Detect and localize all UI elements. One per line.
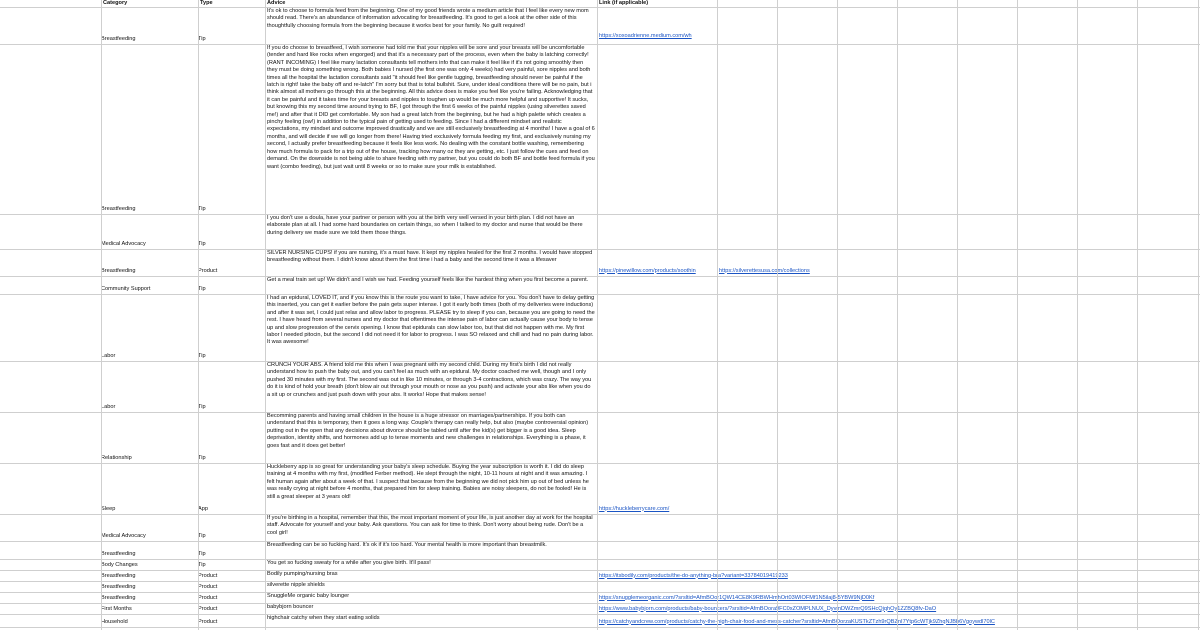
table-row bbox=[0, 215, 1200, 250]
category-cell[interactable]: Breastfeeding bbox=[101, 572, 136, 579]
category-cell[interactable]: Labor bbox=[101, 352, 116, 359]
advice-cell[interactable]: babybjorn bouncer bbox=[267, 604, 314, 610]
advice-cell[interactable]: Huckleberry app is so great for understanding your baby's sleep schedule. Buying the year subscription is worth it. I did do sleep training at 4 months with my first, (modified Ferber method). He slept through the night, 10-11 hours at night and it was amazing. I felt human again after about a week of that. I suspect that because from the beginning we did not pick him up out of bed unless he was really crying at night before 4 months, that prepared him for sleep training. Babies are noisy sleepers, do not be fooled! He is still a great sleeper at 3 years old! bbox=[267, 464, 589, 500]
advice-cell[interactable]: SILVER NURSING CUPS! if you are nursing, it's a must have. It kept my nipples healed for the first 2 months. I would have stopped breastfeeding without them. I didn't know about them the first time i had a baby and the second time it was a lifesaver bbox=[267, 250, 593, 264]
advice-cell[interactable]: If you do choose to breastfeed, I wish someone had told me that your nipples will be sore and your breasts will be uncomfortable (tender and hard like rocks when engorged) and that it's a necessary part of the process, even when the baby is latching correctly! (RANT INCOMING) I feel like many lactation consultants tell mothers info that can make it feel like if it's not going smoothly then they must be doing something wrong. Both babies I nursed (the first one was only 4 weeks) had very painful, sore nipples and both times all the hospital the lactation consultants said "it should feel like gentle tugging, breastfeeding should never be painful if the latch is right! take the baby off and re-latch" I'm sorry but that is total bullshit. Sure, under ideal conditions there will be no pain, but i think almost all mothers go through this at the beginning. All this advice does is make you feel like you're failing. Acknowledging that it can be painful and it takes time for your breasts and nipples to toughen up would be much more helpful and supportive! It sucks, but knowing this my second time around trying to BF, I got through the first 6 weeks of the painful nipples (using silverettes saved me!) and after that it DID get comfortable. My son had a great latch from the beginning, but he had a high palette which creates a pinchy feeling (ow!) in addition to the typical pain of getting used to feeding. Since I had a different mindset and realistic expectations, my mindset and outcome improved drastically and we are still exclusively breastfeeding at 4 months! I have a goal of 6 months, and will decide if we will go longer from there! Having tried exclusively formula feeding my first, and exclusively nursing my second, I actually prefer breastfeeding because it feels like less work. No dealing with the constant bottle washing, remembering how much formula to pack for a trip out of the house, tracking how many oz they are getting, etc. I just follow the cues and feed on demand. On the downside is not being able to share feeding with my partner, but you could do both BF and bottle feed formula if you want (combo feeding), but just wait until 8 weeks or so to make sure your milk is established. bbox=[267, 45, 595, 170]
table-row bbox=[0, 362, 1200, 413]
advice-cell[interactable]: If you're birthing in a hospital, remember that this, the most important moment of your life, is just another day at work for the hospital staff. Advocate for yourself and your baby. Ask questions. You can ask for time to think. Don't worry about being rude. Don't be a cool girl! bbox=[267, 515, 593, 536]
table-row bbox=[0, 464, 1200, 515]
link-cell[interactable]: https://pinewillow.com/products/soothin bbox=[599, 267, 696, 274]
advice-cell[interactable]: It's ok to choose to formula feed from the beginning. One of my good friends wrote a medium article that I feel like every new mom should read. There's an abundance of information advocating for breastfeeding. It's good to get a look at the other side of this thoughtfully choosing formula from the beginning because it works best for your family. No guilt required! bbox=[267, 8, 589, 29]
category-cell[interactable]: Household bbox=[101, 618, 128, 625]
link-cell[interactable]: https://www.babybjorn.com/products/baby-bouncers/?srsltid=AfmBOora9FC0xZOMPLNUX_DyvmDWZmrQ9SHcQjqhOy1ZZBQ8fv-DaO bbox=[599, 605, 937, 612]
category-cell[interactable]: Breastfeeding bbox=[101, 583, 136, 590]
table-row bbox=[0, 542, 1200, 560]
table-row bbox=[0, 560, 1200, 571]
table-row bbox=[0, 593, 1200, 604]
grid-line bbox=[777, 0, 778, 630]
type-cell[interactable]: Tip bbox=[198, 285, 206, 292]
category-cell[interactable]: Medical Advocacy bbox=[101, 240, 146, 247]
type-cell[interactable]: Tip bbox=[198, 35, 206, 42]
grid-line bbox=[1198, 0, 1199, 630]
type-cell[interactable]: Tip bbox=[198, 561, 206, 568]
type-cell[interactable]: Product bbox=[198, 594, 218, 601]
type-cell[interactable]: Tip bbox=[198, 240, 206, 247]
category-cell[interactable]: Breastfeeding bbox=[101, 205, 136, 212]
header-category[interactable]: Category bbox=[103, 0, 128, 6]
table-row bbox=[0, 45, 1200, 215]
category-cell[interactable]: Sleep bbox=[101, 505, 116, 512]
table-row bbox=[0, 277, 1200, 295]
table-row bbox=[0, 582, 1200, 593]
grid-line bbox=[717, 0, 718, 630]
grid-line bbox=[957, 0, 958, 630]
header-row bbox=[0, 0, 1200, 8]
table-row bbox=[0, 515, 1200, 542]
type-cell[interactable]: Tip bbox=[198, 532, 206, 539]
advice-cell[interactable]: You get so fucking sweaty for a while after you give birth. It'll pass! bbox=[267, 560, 431, 566]
category-cell[interactable]: Body Changes bbox=[101, 561, 138, 568]
grid-line bbox=[1077, 0, 1078, 630]
category-cell[interactable]: Breastfeeding bbox=[101, 550, 136, 557]
advice-cell[interactable]: highchair catchy when they start eating solids bbox=[267, 615, 380, 621]
type-cell[interactable]: App bbox=[198, 505, 208, 512]
table-row bbox=[0, 295, 1200, 362]
category-cell[interactable]: Breastfeeding bbox=[101, 267, 136, 274]
advice-cell[interactable]: Breastfeeding can be so fucking hard. It's ok if it's too hard. Your mental health is more important than breastmilk. bbox=[267, 542, 547, 548]
advice-cell[interactable]: Becomming parents and having small children in the house is a huge stressor on marriages/partnerships. If you both can understand that this is temporary, then it goes a long way. Couple's therapy can really help, but also (maybe controversial opinion) putting out in the open that any decisions about divorce should be tabled until after the kid(s) get bigger is a good idea. Sleep deprivation, identity shifts, and hormones add up to tense moments and new challenges in relationships. Everything is a phase, it goes fast and it does get better! bbox=[267, 413, 589, 449]
link-cell[interactable]: https://itsbodily.com/products/the-do-anything-bra?variant=33784019419233 bbox=[599, 572, 788, 579]
type-cell[interactable]: Product bbox=[198, 267, 218, 274]
type-cell[interactable]: Product bbox=[198, 572, 218, 579]
type-cell[interactable]: Tip bbox=[198, 352, 206, 359]
category-cell[interactable]: Medical Advocacy bbox=[101, 532, 146, 539]
advice-cell[interactable]: I you don't use a doula, have your partner or person with you at the birth very well versed in your birth plan. I did not have an elaborate plan at all. I had some hard boundaries on certain things, so when I talked to my doctor and nurse that would be there during delivery we made sure we told them those things. bbox=[267, 215, 583, 236]
category-cell[interactable]: Relationship bbox=[101, 454, 132, 461]
advice-cell[interactable]: Bodily pumping/nursing bras bbox=[267, 571, 338, 577]
grid-line bbox=[897, 0, 898, 630]
link-cell[interactable]: https://xoxoadrienne.medium.com/wh bbox=[599, 32, 692, 39]
advice-cell[interactable]: silverette nipple shields bbox=[267, 582, 325, 588]
table-row bbox=[0, 615, 1200, 628]
grid-line bbox=[837, 0, 838, 630]
type-cell[interactable]: Tip bbox=[198, 403, 206, 410]
category-cell[interactable]: Community Support bbox=[101, 285, 151, 292]
grid-line bbox=[198, 0, 199, 630]
link-cell[interactable]: https://catchyandcrew.com/products/catchy-the-high-chair-food-and-mess-catcher?srsltid=AfmBOorzaKUSTkZTzh9rQBZnI7Ytp6cWTjk9ZhqNJBb6Vgoywdl70lC bbox=[599, 618, 995, 625]
grid-line bbox=[597, 0, 598, 630]
table-row bbox=[0, 413, 1200, 464]
advice-cell[interactable]: SnuggleMe organic baby lounger bbox=[267, 593, 350, 599]
table-row bbox=[0, 8, 1200, 45]
advice-cell[interactable]: Get a meal train set up! We didn't and I wish we had. Feeding yourself feels like the hardest thing when you first become a parent. bbox=[267, 277, 589, 283]
category-cell[interactable]: First Months bbox=[101, 605, 132, 612]
type-cell[interactable]: Tip bbox=[198, 205, 206, 212]
category-cell[interactable]: Breastfeeding bbox=[101, 35, 136, 42]
link-cell[interactable]: https://silverettesusa.com/collections bbox=[719, 267, 810, 274]
type-cell[interactable]: Product bbox=[198, 618, 218, 625]
grid-line bbox=[1137, 0, 1138, 630]
type-cell[interactable]: Product bbox=[198, 583, 218, 590]
type-cell[interactable]: Product bbox=[198, 605, 218, 612]
advice-cell[interactable]: CRUNCH YOUR ABS. A friend told me this when I was pregnant with my second child. During my first's birth I did not really understand how to push the baby out, and you can't feel as much with an epidural. My doctor coached me well, though and I only pushed 30 minutes with my first. The second was out in like 10 minutes, or through 3-4 contractions, which was crazy. The way you do it is kind of hold your breath (don't blow air out through your mouth or nose as you push) and activate your abs like when you do a sit up or crunches and just push down with your abs. It works! Hope that makes sense! bbox=[267, 362, 592, 398]
advice-cell[interactable]: I had an epidural, LOVED IT, and if you know this is the route you want to take, I have advice for you. You don't have to delay getting this inserted, you can get it earlier before the pain gets super intense. I got it early both times (both of my deliveries were inductions) and after it was set, I could just relax and allow labor to progress. PLEASE try to sleep if you can, because you are going to need the rest. I have heard from several nurses and my doctor that oftentimes the intense pain of labor can actually cause your body to tense up and slow progression of the cervix opening. I know that epidurals can slow labor too, but that did not happen with me. My first labor I needed pitocin, but the second I did not need it for labor to progress. I was SO relaxed and chill and had no pain during labor. It was awesome! bbox=[267, 295, 595, 346]
link-cell[interactable]: https://huckleberrycare.com/ bbox=[599, 505, 670, 512]
category-cell[interactable]: Labor bbox=[101, 403, 116, 410]
header-advice[interactable]: Advice bbox=[267, 0, 286, 6]
header-link[interactable]: Link (if applicable) bbox=[599, 0, 649, 6]
type-cell[interactable]: Tip bbox=[198, 550, 206, 557]
link-cell[interactable]: https://snugglemeorganic.com/?srsltid=AfmBOor1QW14CE8K9RBWHmhOrt03WIOFMf1N5ilaj8-5YBW9NjD0Kf bbox=[599, 594, 875, 601]
type-cell[interactable]: Tip bbox=[198, 454, 206, 461]
header-type[interactable]: Type bbox=[200, 0, 213, 6]
category-cell[interactable]: Breastfeeding bbox=[101, 594, 136, 601]
grid-line bbox=[1017, 0, 1018, 630]
table-row bbox=[0, 604, 1200, 615]
grid-line bbox=[265, 0, 266, 630]
grid-line bbox=[101, 0, 102, 630]
table-row bbox=[0, 571, 1200, 582]
table-row bbox=[0, 250, 1200, 277]
